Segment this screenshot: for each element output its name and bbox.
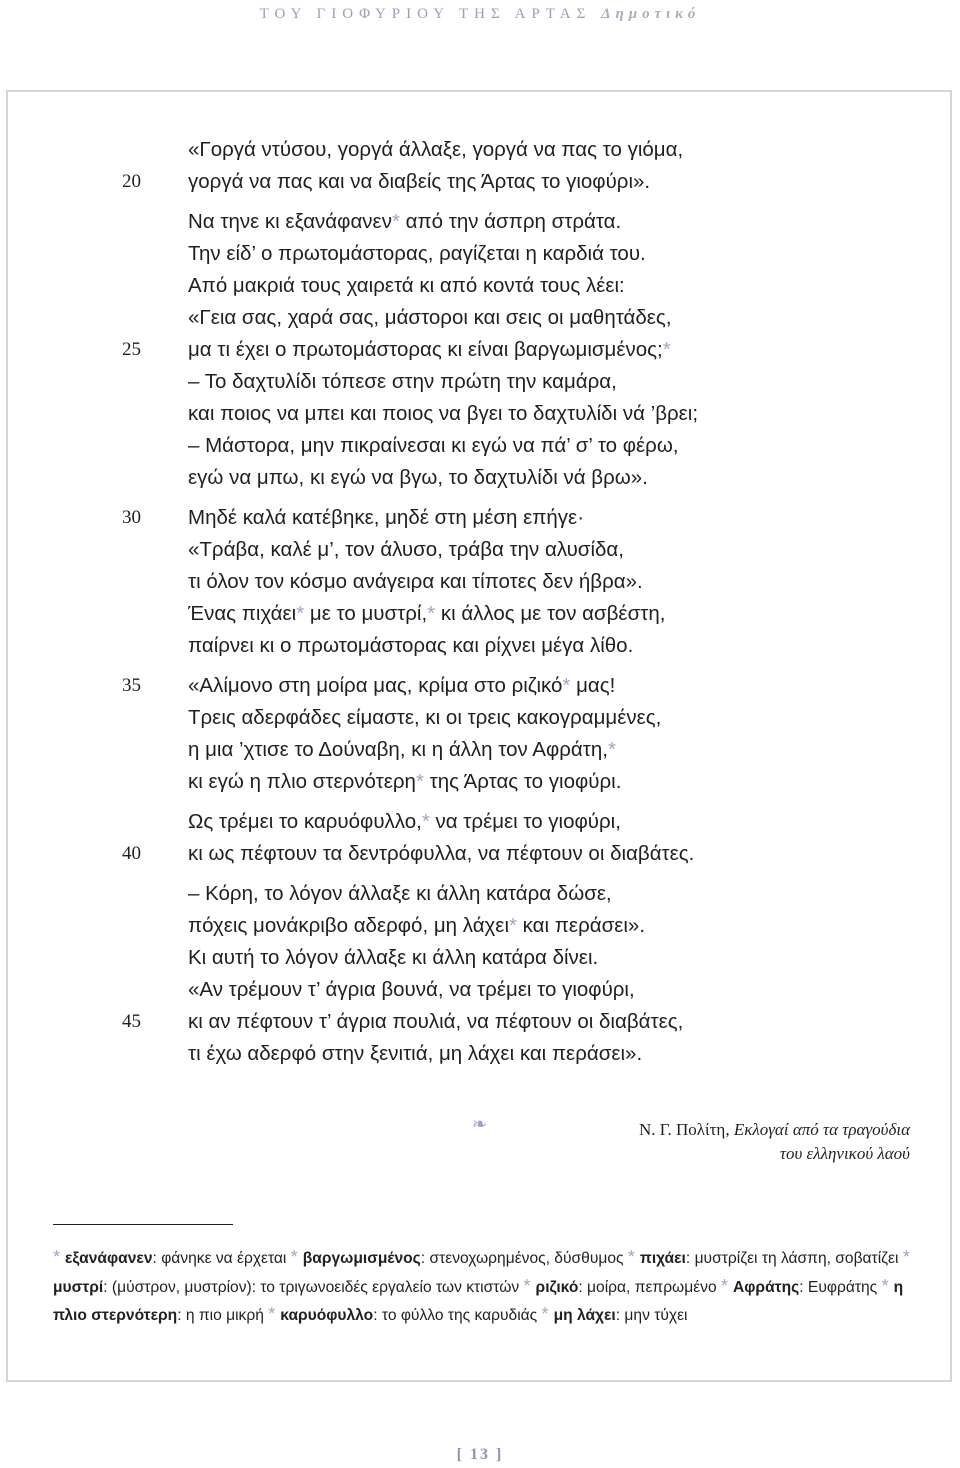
glossary-entry: * βαργωμισμένος: στενοχωρημένος, δύσθυμος — [290, 1247, 624, 1267]
page-number: [ 13 ] — [456, 1446, 504, 1463]
verse-line: – Κόρη, το λόγον άλλαξε κι άλλη κατάρα δώσε, — [188, 882, 612, 905]
glossary-term: καρυόφυλλο — [280, 1307, 374, 1324]
footnote-rule — [53, 1224, 233, 1225]
glossary-term: η πλιο στερνότερη — [53, 1278, 904, 1324]
footnote-marker: * — [268, 1304, 281, 1324]
footnote-marker: * — [415, 770, 424, 793]
glossary-notes — [53, 1244, 913, 1330]
verse-line: Να τηνε κι εξανάφανεν* από την άσπρη στράτα. — [188, 210, 622, 233]
source-line-1 — [639, 1120, 910, 1140]
verse-line: Κι αυτή το λόγον άλλαξε κι άλλη κατάρα δίνει. — [188, 946, 599, 969]
glossary-entry: * πιχάει: μυστρίζει τη λάσπη, σοβατίζει — [627, 1247, 899, 1267]
verse-line: «Αν τρέμουν τ’ άγρια βουνά, να τρέμει το γιοφύρι, — [188, 978, 635, 1001]
verse-line: «Αλίμονο στη μοίρα μας, κρίμα στο ριζικό* μας! — [188, 674, 616, 697]
footnote-marker: * — [902, 1247, 910, 1267]
glossary-definition: μην τύχει — [624, 1307, 688, 1324]
verse-line: Τρεις αδερφάδες είμαστε, κι οι τρεις κακογραμμένες, — [188, 706, 662, 729]
line-number: 45 — [122, 1011, 141, 1032]
glossary-definition: Ευφράτης — [807, 1278, 878, 1296]
glossary-entry: * καρυόφυλλο: το φύλλο της καρυδιάς — [268, 1304, 538, 1324]
glossary-term: πιχάει — [639, 1250, 686, 1267]
verse-line: τι έχω αδερφό στην ξενιτιά, μη λάχει και περάσει». — [188, 1042, 643, 1065]
verse-line: η μια ’χτισε το Δούναβη, κι η άλλη τον Αφράτη,* — [188, 738, 616, 761]
glossary-entry: * Αφράτης: Ευφράτης — [720, 1275, 878, 1296]
glossary-term: ριζικό — [535, 1278, 579, 1296]
line-number: 20 — [122, 171, 141, 192]
glossary-entry: * ριζικό: μοίρα, πεπρωμένο — [523, 1275, 717, 1296]
verse-line: Μηδέ καλά κατέβηκε, μηδέ στη μέση επήγε· — [188, 506, 585, 529]
footnote-marker: * — [523, 1275, 536, 1296]
glossary-term: μη λάχει — [553, 1307, 616, 1324]
source-title-2: του ελληνικού λαού — [779, 1144, 910, 1163]
line-number: 30 — [122, 507, 141, 528]
glossary-term: μυστρί — [53, 1278, 104, 1296]
footnote-marker: * — [509, 914, 517, 937]
glossary-entry: * μη λάχει: μην τύχει — [541, 1304, 688, 1324]
glossary-definition: (μύστρον, μυστρίον): το τριγωνοειδές εργαλείο των κτιστών — [111, 1278, 520, 1296]
glossary-definition: μοίρα, πεπρωμένο — [587, 1278, 717, 1296]
glossary-entry: * μυστρί: (μύστρον, μυστρίον): το τριγωνοειδές εργαλείο των κτιστών — [53, 1247, 910, 1296]
glossary-definition: μυστρίζει τη λάσπη, σοβατίζει — [694, 1250, 899, 1267]
footnote-marker: * — [427, 602, 436, 625]
footnote-marker: * — [881, 1275, 894, 1296]
footnote-marker: * — [391, 210, 400, 233]
source-author: Ν. Γ. Πολίτη, — [638, 1120, 730, 1139]
verse-line: «Γεια σας, χαρά σας, μάστοροι και σεις οι μαθητάδες, — [188, 306, 672, 329]
glossary-definition: η πιο μικρή — [185, 1307, 264, 1324]
verse-line: Ως τρέμει το καρυόφυλλο,* να τρέμει το γιοφύρι, — [188, 810, 621, 833]
line-number: 25 — [122, 339, 141, 360]
footnote-marker: * — [607, 738, 616, 761]
verse-line: γοργά να πας και να διαβείς της Άρτας το γιοφύρι». — [188, 170, 651, 193]
footnote-marker: * — [421, 810, 430, 833]
glossary-term: βαργωμισμένος — [302, 1250, 421, 1267]
verse-line: Την είδ’ ο πρωτομάστορας, ραγίζεται η καρδιά του. — [188, 242, 646, 265]
verse-line: μα τι έχει ο πρωτομάστορας κι είναι βαργωμισμένος;* — [188, 338, 671, 361]
footnote-marker: * — [290, 1247, 303, 1267]
glossary-term: εξανάφανεν — [65, 1250, 153, 1267]
source-line-2 — [780, 1144, 910, 1164]
verse-line: Από μακριά τους χαιρετά κι από κοντά τους λέει: — [188, 274, 625, 297]
header-title: ΤΟΥ ΓΙΟΦΥΡΙΟΥ ΤΗΣ ΑΡΤΑΣ — [259, 6, 592, 22]
verse-line: παίρνει κι ο πρωτομάστορας και ρίχνει μέγα λίθο. — [188, 634, 634, 657]
glossary-entry: * η πλιο στερνότερη: η πιο μικρή — [53, 1275, 904, 1324]
verse-line: εγώ να μπω, κι εγώ να βγω, το δαχτυλίδι νά βρω». — [188, 466, 648, 489]
verse-line: τι όλον τον κόσμο ανάγειρα και τίποτες δεν ήβρα». — [188, 570, 643, 593]
verse-line: – Το δαχτυλίδι τόπεσε στην πρώτη την καμάρα, — [188, 370, 617, 393]
glossary-definition: το φύλλο της καρυδιάς — [381, 1307, 538, 1324]
footnote-marker: * — [662, 338, 671, 361]
glossary-definition: φάνηκε να έρχεται — [161, 1250, 287, 1267]
footnote-marker: * — [296, 602, 305, 625]
glossary-definition: στενοχωρημένος, δύσθυμος — [429, 1250, 624, 1267]
fleuron-icon: ❧ — [472, 1114, 488, 1135]
footnote-marker: * — [541, 1304, 554, 1324]
glossary-term: Αφράτης — [733, 1278, 800, 1296]
verse-line: «Τράβα, καλέ μ’, τον άλυσο, τράβα την αλυσίδα, — [188, 538, 624, 561]
line-number: 35 — [122, 675, 141, 696]
verse-line: πόχεις μονάκριβο αδερφό, μη λάχει* και περάσει». — [188, 914, 646, 937]
verse-line: κι εγώ η πλιο στερνότερη* της Άρτας το γιοφύρι. — [188, 770, 622, 793]
header-accent: Δημοτικό — [601, 6, 701, 22]
line-number: 40 — [122, 843, 141, 864]
verse-line: κι αν πέφτουν τ’ άγρια πουλιά, να πέφτουν οι διαβάτες, — [188, 1010, 684, 1033]
footnote-marker: * — [627, 1247, 640, 1267]
glossary-entry: * εξανάφανεν: φάνηκε να έρχεται — [53, 1247, 287, 1267]
footnote-marker: * — [720, 1275, 733, 1296]
source-title-1: Εκλογαί από τα τραγούδια — [733, 1120, 910, 1139]
verse-line: και ποιος να μπει και ποιος να βγει το δαχτυλίδι νά ’βρει; — [188, 402, 699, 425]
footnote-marker: * — [562, 674, 571, 697]
verse-line: Ένας πιχάει* με το μυστρί,* κι άλλος με τον ασβέστη, — [188, 602, 666, 625]
verse-line: κι ως πέφτουν τα δεντρόφυλλα, να πέφτουν οι διαβάτες. — [188, 842, 695, 865]
verse-line: «Γοργά ντύσου, γοργά άλλαξε, γοργά να πας το γιόμα, — [188, 138, 684, 161]
running-header — [0, 6, 960, 23]
footnote-marker: * — [53, 1247, 66, 1267]
verse-line: – Μάστορα, μην πικραίνεσαι κι εγώ να πά’ σ’ το φέρω, — [188, 434, 679, 457]
